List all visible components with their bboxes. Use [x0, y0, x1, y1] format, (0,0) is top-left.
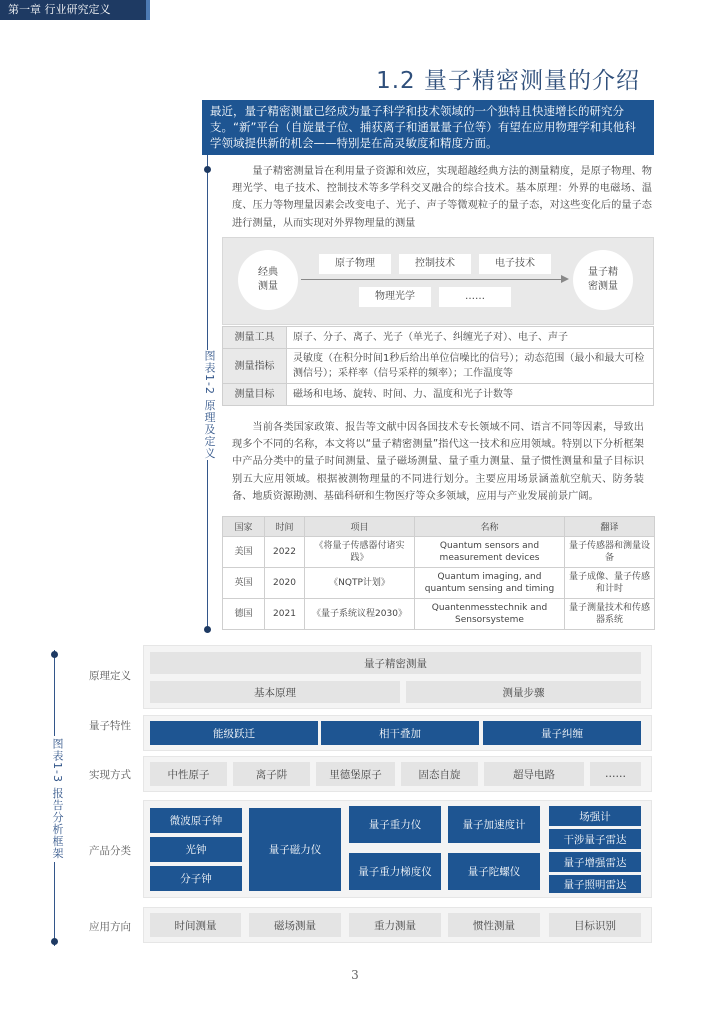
method-box: 固态自旋 [401, 762, 478, 786]
product-box: 光钟 [150, 837, 242, 862]
intro-box: 最近，量子精密测量已经成为量子科学和技术领域的一个独特且快速增长的研究分支。“新”平台（自旋量子位、捕获离子和通量量子位等）有望在应用物理学和其他科学领域提供新的机会——特别是在高灵敏度和精度方面。 [202, 100, 654, 155]
diagram-arrow [301, 279, 563, 280]
chapter-header: 第一章 行业研究定义 [0, 0, 146, 20]
property-box: 能级跃迁 [150, 721, 318, 745]
product-box: 干涉量子雷达 [549, 829, 641, 849]
figure-3-caption: 图表1-3 报告分析框架 [43, 736, 65, 862]
table-cell: 2022 [265, 537, 305, 568]
section-title: 1.2 量子精密测量的介绍 [376, 68, 640, 94]
timeline-dot [204, 626, 211, 633]
timeline-dot [51, 651, 58, 658]
paragraph-principle: 量子精密测量旨在利用量子资源和效应，实现超越经典方法的测量精度，是原子物理、物理光学、电子技术、控制技术等多学科交叉融合的综合技术。基本原理：外界的电磁场、温度、压力等物理量因素会改变电子、光子、声子等微观粒子的量子态，对这些变化后的量子态进行测量，从而实现对外界物理量的测量 [232, 166, 652, 229]
discipline-pill: 原子物理 [319, 254, 391, 274]
product-box: 量子重力仪 [349, 806, 441, 843]
discipline-pill: 物理光学 [359, 287, 431, 307]
method-box: 超导电路 [484, 762, 584, 786]
table-cell: Quantum imaging, and quantum sensing and timing [415, 568, 565, 599]
method-box: 中性原子 [150, 762, 227, 786]
arrow-head-icon [561, 275, 569, 283]
classic-measurement-circle: 经典 测量 [238, 250, 298, 310]
timeline-dot [51, 938, 58, 945]
table-value: 灵敏度（在积分时间1秒后给出单位信噪比的信号）；动态范围（最小和最大可检测信号）；采样率（信号采样的频率）；工作温度等 [287, 349, 654, 384]
column-header: 项目 [305, 517, 415, 537]
table-row [223, 327, 654, 349]
method-box: …… [590, 762, 641, 786]
product-box: 量子照明雷达 [549, 875, 641, 893]
page-number: 3 [351, 968, 359, 982]
table-cell: 美国 [223, 537, 265, 568]
table-cell: 德国 [223, 599, 265, 630]
principle-sub-box: 测量步骤 [406, 681, 641, 703]
table-cell: 英国 [223, 568, 265, 599]
table-row [223, 568, 655, 599]
measurement-diagram [222, 237, 654, 325]
table-row [223, 349, 654, 384]
figure-2-caption: 图表1-2 原理及定义 [195, 350, 217, 460]
table-cell: 《将量子传感器付诸实践》 [305, 537, 415, 568]
row-label-method: 实现方式 [89, 769, 131, 781]
product-box: 场强计 [549, 806, 641, 826]
application-box: 目标识别 [549, 913, 641, 937]
table-cell: 量子成像、量子传感和计时 [565, 568, 655, 599]
product-box: 量子磁力仪 [249, 808, 341, 891]
measurement-table [222, 326, 654, 406]
table-value: 原子、分子、离子、光子（单光子、纠缠光子对）、电子、声子 [287, 327, 654, 349]
table-cell: 量子传感器和测量设备 [565, 537, 655, 568]
principle-main-box: 量子精密测量 [150, 652, 641, 674]
column-header: 名称 [415, 517, 565, 537]
table-header-row [223, 517, 655, 537]
discipline-pill: 电子技术 [479, 254, 551, 274]
row-label-product: 产品分类 [89, 845, 131, 857]
quantum-measurement-circle: 量子精 密测量 [573, 250, 633, 310]
discipline-pill: 控制技术 [399, 254, 471, 274]
application-box: 重力测量 [349, 913, 441, 937]
table-cell: 《量子系统议程2030》 [305, 599, 415, 630]
table-key: 测量指标 [223, 349, 287, 384]
country-table [222, 516, 655, 630]
row-label-principle: 原理定义 [89, 670, 131, 682]
table-cell: 量子测量技术和传感器系统 [565, 599, 655, 630]
column-header: 国家 [223, 517, 265, 537]
method-box: 里德堡原子 [316, 762, 395, 786]
table-cell: 2020 [265, 568, 305, 599]
table-cell: 2021 [265, 599, 305, 630]
table-cell: 《NQTP计划》 [305, 568, 415, 599]
table-row [223, 384, 654, 406]
row-label-application: 应用方向 [89, 921, 131, 933]
application-box: 磁场测量 [249, 913, 341, 937]
principle-sub-box: 基本原理 [150, 681, 400, 703]
product-box: 量子增强雷达 [549, 852, 641, 872]
table-key: 测量目标 [223, 384, 287, 406]
discipline-pill: …… [439, 287, 511, 307]
row-label-property: 量子特性 [89, 720, 131, 732]
table-value: 磁场和电场、旋转、时间、力、温度和光子计数等 [287, 384, 654, 406]
product-box: 量子陀螺仪 [448, 853, 540, 890]
property-box: 量子纠缠 [483, 721, 641, 745]
paragraph-naming: 当前各类国家政策、报告等文献中因各国技术专长领域不同、语言不同等因素，导致出现多个不同的名称，本文将以“量子精密测量”指代这一技术和应用领域。特别以下分析框架中产品分类中的量子时间测量、量子磁场测量、量子重力测量、量子惯性测量和量子目标识别五大应用领域。根据被测物理量的不同进行划分。主要应用场景涵盖航空航天、防务装备、地质资源勘测、基础科研和生物医疗等众多领域，应用与产业发展前景广阔。 [232, 422, 644, 502]
application-box: 时间测量 [150, 913, 241, 937]
column-header: 时间 [265, 517, 305, 537]
timeline-dot [204, 166, 211, 173]
product-box: 分子钟 [150, 866, 242, 891]
column-header: 翻译 [565, 517, 655, 537]
product-box: 量子加速度计 [448, 806, 540, 843]
table-row [223, 599, 655, 630]
table-row [223, 537, 655, 568]
property-box: 相干叠加 [321, 721, 479, 745]
application-box: 惯性测量 [448, 913, 540, 937]
product-box: 微波原子钟 [150, 808, 242, 833]
product-box: 量子重力梯度仪 [349, 853, 441, 890]
table-key: 测量工具 [223, 327, 287, 349]
method-box: 离子阱 [233, 762, 310, 786]
table-cell: Quantum sensors and measurement devices [415, 537, 565, 568]
table-cell: Quantenmesstechnik and Sensorsysteme [415, 599, 565, 630]
